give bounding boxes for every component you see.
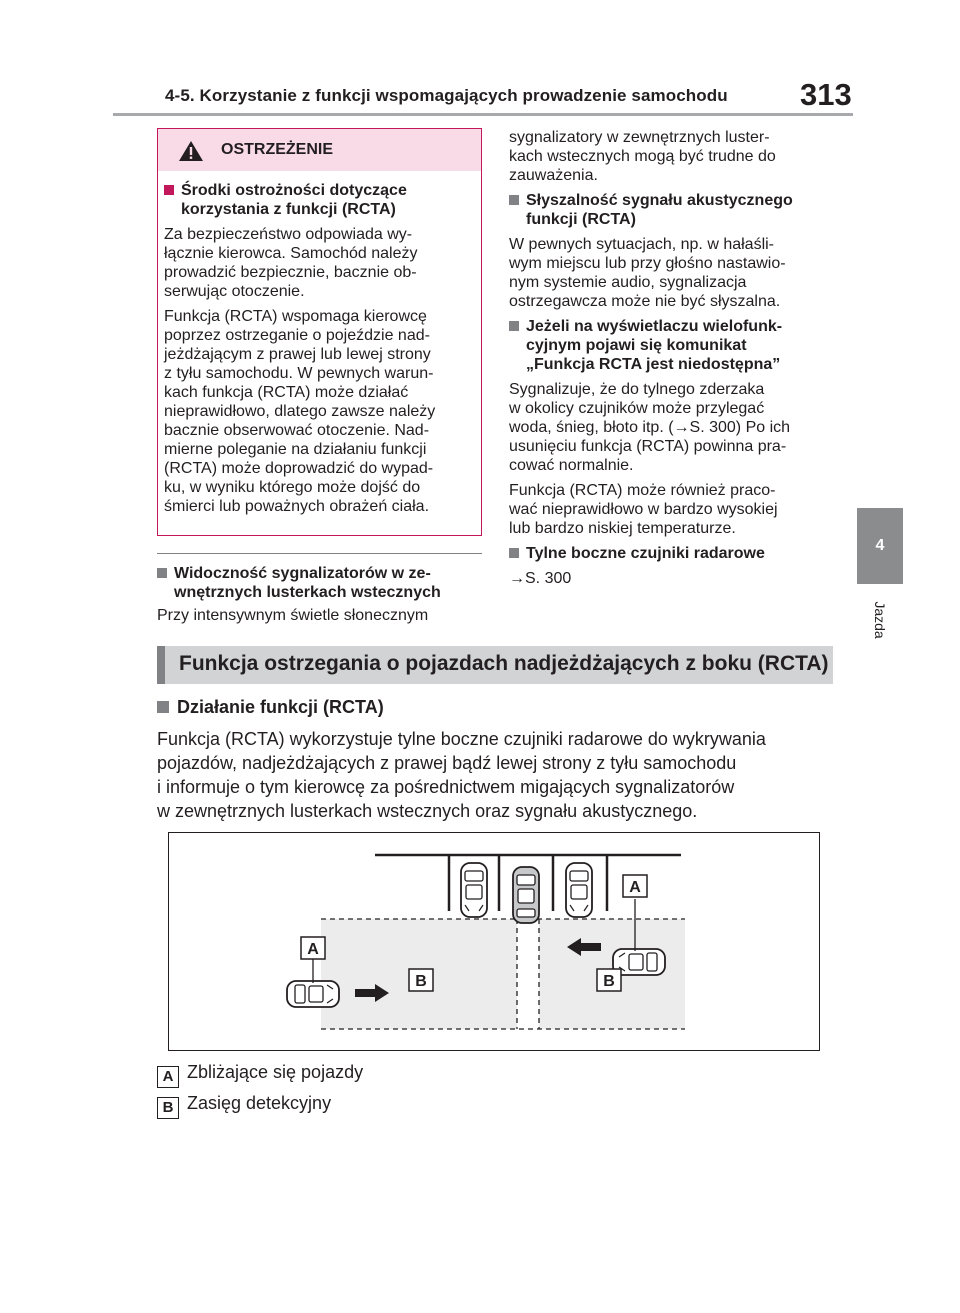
warning-box bbox=[157, 128, 482, 536]
audibility-heading bbox=[509, 191, 839, 229]
text-line: woda, śnieg, błoto itp. (→S. 300) Po ich bbox=[509, 419, 791, 436]
rcta-diagram bbox=[168, 832, 820, 1051]
text-line: wym miejscu lub przy głośno nastawio- bbox=[509, 255, 786, 272]
text-line: W pewnych sytuacjach, np. w hałaśli- bbox=[509, 236, 774, 253]
text-line: wnętrznych lusterkach wstecznych bbox=[174, 584, 441, 601]
legend-item-a bbox=[157, 1062, 363, 1088]
text-line: pojazdów, nadjeżdżających z prawej bądź lewej strony z tyłu samochodu bbox=[157, 753, 737, 773]
radar-heading bbox=[509, 544, 839, 563]
continuation-text bbox=[509, 128, 839, 185]
warning-paragraph-2 bbox=[164, 307, 473, 516]
label-b-left bbox=[409, 969, 433, 991]
text-line: łącznie kierowca. Samochód należy bbox=[164, 245, 418, 262]
unavailable-heading bbox=[509, 317, 839, 374]
text-line: i informuje o tym kierowcę za pośrednictwem migających sygnalizatorów bbox=[157, 777, 735, 797]
text-line: wać nieprawidłowo w bardzo wysokiej bbox=[509, 501, 778, 518]
radar-heading-text: Tylne boczne czujniki radarowe bbox=[526, 545, 765, 562]
legend-key-a: A bbox=[157, 1066, 179, 1088]
text-line: nieprawidłowo, dlatego zawsze należy bbox=[164, 403, 436, 420]
parked-car-2 bbox=[566, 863, 592, 917]
label-a-left-text: A bbox=[307, 941, 319, 958]
text-line: ostrzegawcza może nie być słyszalna. bbox=[509, 293, 781, 310]
parked-car-1 bbox=[461, 863, 487, 917]
legend-text-a: Zbliżające się pojazdy bbox=[187, 1062, 364, 1082]
warning-title: OSTRZEŻENIE bbox=[221, 141, 334, 158]
text-line: Za bezpieczeństwo odpowiada wy- bbox=[164, 226, 413, 243]
text-line: poprzez ostrzeganie o pojeździe nad- bbox=[164, 327, 430, 344]
text-line: cyjnym pojawi się komunikat bbox=[526, 337, 747, 354]
text-line: serwując otoczenie. bbox=[164, 283, 305, 300]
operation-text bbox=[157, 727, 837, 823]
warning-triangle-icon bbox=[178, 140, 204, 162]
text-line: Sygnalizuje, że do tylnego zderzaka bbox=[509, 381, 765, 398]
text-line: sygnalizatory w zewnętrznych luster- bbox=[509, 129, 770, 146]
text-line: zauważenia. bbox=[509, 167, 598, 184]
left-section bbox=[157, 560, 487, 625]
chapter-label-text: Jazda bbox=[872, 601, 888, 639]
text-line: śmierci lub poważnych obrażeń ciała. bbox=[164, 498, 430, 515]
legend-item-b bbox=[157, 1093, 331, 1119]
text-line: Jeżeli na wyświetlaczu wielofunk- bbox=[526, 318, 783, 335]
text-line: (RCTA) może doprowadzić do wypad- bbox=[164, 460, 434, 477]
warning-heading bbox=[164, 181, 473, 219]
text-line: Widoczność sygnalizatorów w ze- bbox=[174, 565, 431, 582]
text-line: mierne poleganie na działaniu funkcji bbox=[164, 441, 427, 458]
operation-heading: Działanie funkcji (RCTA) bbox=[157, 697, 384, 718]
section-title: 4-5. Korzystanie z funkcji wspomagających prowadzenie samochodu bbox=[165, 86, 728, 105]
text-line: bacznie obserwować otoczenie. Nad- bbox=[164, 422, 430, 439]
text-line: usunięciu funkcja (RCTA) powinna pra- bbox=[509, 438, 787, 455]
section-band bbox=[157, 646, 833, 684]
text-line: w zewnętrznych lusterkach wstecznych oraz sygnału akustycznego. bbox=[157, 801, 698, 821]
text-line: Funkcja (RCTA) wspomaga kierowcę bbox=[164, 308, 427, 325]
rcta-diagram-svg bbox=[169, 833, 821, 1052]
text-line: „Funkcja RCTA jest niedostępna” bbox=[526, 356, 781, 373]
chapter-tab: 4 bbox=[857, 508, 903, 584]
right-column bbox=[509, 128, 839, 588]
unavailable-text-2 bbox=[509, 481, 839, 538]
text-line: w okolicy czujników może przylegać bbox=[509, 400, 765, 417]
text-line: Funkcja (RCTA) może również praco- bbox=[509, 482, 776, 499]
text-line: kach wstecznych mogą być trudne do bbox=[509, 148, 776, 165]
label-b-right-text: B bbox=[603, 973, 615, 990]
legend-key-b: B bbox=[157, 1097, 179, 1119]
approaching-car-left bbox=[287, 981, 339, 1007]
warning-heading-text: Środki ostrożności dotyczące korzystania z funkcji (RCTA) bbox=[181, 182, 407, 218]
text-line: z tyłu samochodu. W pewnych warun- bbox=[164, 365, 434, 382]
chapter-label bbox=[867, 590, 893, 650]
section-divider bbox=[157, 553, 482, 554]
text-line: Słyszalność sygnału akustycznego bbox=[526, 192, 793, 209]
unavailable-text-1 bbox=[509, 380, 839, 475]
label-a-right bbox=[623, 875, 647, 897]
label-b-right bbox=[597, 969, 621, 991]
text-line: jeżdżającym z prawej lub lewej strony bbox=[164, 346, 431, 363]
band-title: Funkcja ostrzegania o pojazdach nadjeżdżających z boku (RCTA) bbox=[179, 652, 829, 675]
text-line: ku, w wyniku którego może dojść do bbox=[164, 479, 421, 496]
visibility-text: Przy intensywnym świetle słonecznym bbox=[157, 607, 429, 624]
text-line: cować normalnie. bbox=[509, 457, 634, 474]
text-line: Funkcja (RCTA) wykorzystuje tylne boczne czujniki radarowe do wykrywania bbox=[157, 729, 766, 749]
warning-paragraph-1 bbox=[164, 225, 473, 301]
legend-text-b: Zasięg detekcyjny bbox=[187, 1093, 332, 1113]
header-rule bbox=[113, 113, 853, 116]
label-a-left bbox=[301, 937, 325, 959]
label-a-right-text: A bbox=[629, 879, 641, 896]
own-vehicle-icon bbox=[513, 867, 539, 923]
page-number: 313 bbox=[800, 77, 852, 112]
warning-header bbox=[158, 129, 481, 171]
text-line: funkcji (RCTA) bbox=[526, 211, 636, 228]
text-line: kach funkcja (RCTA) może działać bbox=[164, 384, 409, 401]
warning-body bbox=[158, 171, 481, 516]
audibility-text bbox=[509, 235, 839, 311]
text-line: prowadzić bezpiecznie, bacznie ob- bbox=[164, 264, 417, 281]
visibility-heading bbox=[157, 564, 487, 602]
text-line: lub bardzo niskiej temperaturze. bbox=[509, 520, 736, 537]
label-b-left-text: B bbox=[415, 973, 427, 990]
text-line: nym systemie audio, sygnalizacja bbox=[509, 274, 747, 291]
radar-reference: →S. 300 bbox=[509, 570, 572, 587]
